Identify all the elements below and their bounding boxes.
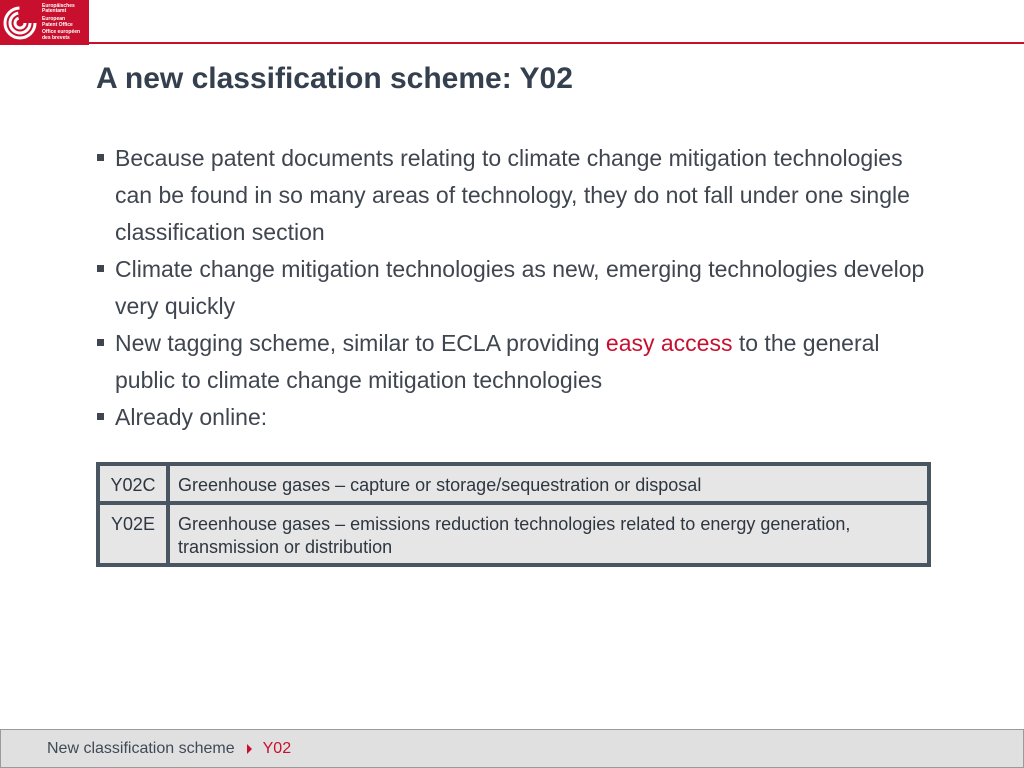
footer-current-page: Y02 bbox=[262, 739, 292, 757]
bullet-item bbox=[96, 140, 936, 251]
square-bullet-icon bbox=[97, 154, 104, 161]
slide-title: A new classification scheme: Y02 bbox=[96, 62, 573, 95]
bullet-text-after: to the general public to climate change mitigation technologies bbox=[115, 330, 880, 393]
logo-line: Patent Office bbox=[42, 21, 73, 28]
square-bullet-icon bbox=[97, 413, 104, 420]
logo-line: Office européen bbox=[42, 29, 81, 36]
bullet-item bbox=[96, 325, 936, 399]
triangle-right-icon bbox=[247, 744, 252, 754]
easy-access-highlight: easy access bbox=[605, 330, 733, 356]
bullet-list bbox=[96, 140, 936, 436]
bullet-text: Already online: bbox=[115, 404, 268, 430]
footer-breadcrumb: New classification scheme bbox=[47, 739, 235, 757]
bullet-text: Climate change mitigation technologies as new, emerging technologies develop very quickly bbox=[115, 256, 925, 319]
logo-wordmark bbox=[40, 4, 80, 42]
class-description: Greenhouse gases – capture or storage/sequestration or disposal bbox=[170, 464, 929, 501]
bullet-item bbox=[96, 251, 936, 325]
table-row bbox=[98, 464, 929, 501]
logo-line: Europäisches bbox=[42, 2, 75, 9]
bullet-item bbox=[96, 399, 936, 436]
table-row bbox=[98, 505, 929, 565]
epo-logo bbox=[0, 0, 89, 45]
bullet-text: Because patent documents relating to climate change mitigation technologies can be found in so many areas of technology, they do not fall under one single classification section bbox=[115, 145, 910, 245]
class-description: Greenhouse gases – emissions reduction technologies related to energy generation, transmission or distribution bbox=[170, 505, 929, 565]
epo-spiral-icon bbox=[0, 0, 40, 45]
square-bullet-icon bbox=[97, 339, 104, 346]
header-divider bbox=[89, 42, 1024, 44]
class-code: Y02E bbox=[98, 505, 166, 565]
logo-line: des brevets bbox=[42, 34, 70, 41]
bullet-text-before: New tagging scheme, similar to ECLA providing bbox=[115, 330, 606, 356]
classification-table bbox=[96, 462, 931, 567]
logo-line: European bbox=[42, 15, 66, 22]
square-bullet-icon bbox=[97, 265, 104, 272]
class-code: Y02C bbox=[98, 464, 166, 501]
footer-bar bbox=[0, 729, 1024, 768]
logo-line: Patentamt bbox=[42, 8, 67, 15]
